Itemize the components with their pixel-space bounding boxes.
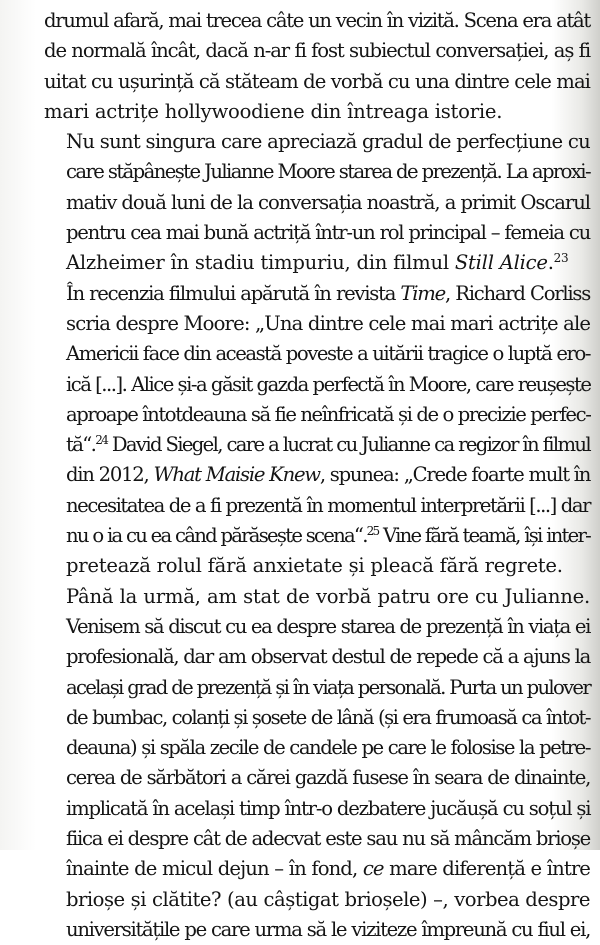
text-run: , Richard Corliss bbox=[444, 281, 591, 305]
text-run: pentru cea mai bună actriță într-un rol principal – femeia cu bbox=[66, 221, 590, 245]
text-line bbox=[44, 582, 590, 612]
text-line bbox=[44, 97, 590, 127]
text-run: drumul afară, mai trecea câte un vecin în vizită. Scena era atât bbox=[44, 9, 590, 32]
text-line bbox=[44, 460, 590, 490]
footnote-ref: 25 bbox=[366, 524, 379, 539]
text-line bbox=[44, 6, 590, 36]
text-run: uitat cu ușurință că stăteam de vorbă cu una dintre cele mai bbox=[44, 69, 590, 93]
text-line bbox=[44, 642, 590, 672]
text-line bbox=[44, 127, 590, 157]
text-line bbox=[44, 763, 590, 793]
text-run: aproape întotdeauna să fie neînfricată și de o precizie perfec- bbox=[66, 402, 591, 426]
text-run: același grad de prezență și în viața personală. Purta un pulover bbox=[66, 675, 590, 699]
text-line bbox=[44, 673, 590, 703]
text-run: deauna) și spăla zecile de candele pe care le folosise la petre- bbox=[66, 736, 590, 760]
paragraph bbox=[44, 582, 590, 945]
text-run: mare diferență e între bbox=[383, 857, 591, 881]
text-run: Americii face din această poveste a uitării tragice o luptă ero- bbox=[66, 342, 590, 366]
text-line bbox=[44, 67, 590, 97]
text-line bbox=[44, 370, 590, 400]
footnote-ref: 23 bbox=[553, 251, 569, 266]
text-run: scria despre Moore: „Una dintre cele mai mari actrițe ale bbox=[66, 311, 591, 335]
text-run: implicată în același timp într-o dezbatere jucăușă cu soțul și bbox=[66, 796, 591, 820]
text-line bbox=[44, 794, 590, 824]
text-line bbox=[44, 248, 590, 278]
italic-title: ce bbox=[362, 857, 384, 881]
text-run: Până la urmă, am stat de vorbă patru ore cu Julianne. bbox=[66, 584, 590, 608]
text-line bbox=[44, 157, 590, 187]
text-run: de bumbac, colanți și șosete de lână (și era frumoasă ca întot- bbox=[66, 705, 590, 729]
text-run: de normală încât, dacă n-ar fi fost subiectul conversației, aș fi bbox=[44, 39, 590, 63]
text-line bbox=[44, 430, 590, 460]
text-run: Vine fără teamă, își inter- bbox=[378, 524, 590, 548]
italic-title: Still Alice bbox=[454, 251, 548, 275]
text-run: din 2012, bbox=[66, 463, 154, 487]
text-run: pretează rolul fără anxietate și pleacă fără regrete. bbox=[66, 554, 563, 578]
text-run: brioșe și clătite? (au câștigat brioșele) –, vorbea despre bbox=[66, 887, 590, 911]
text-run: înainte de micul dejun – în fond, bbox=[66, 857, 363, 881]
text-run: ică [...]. Alice și-a găsit gazda perfectă în Moore, care reușește bbox=[66, 372, 591, 396]
text-line bbox=[44, 885, 590, 915]
text-line bbox=[44, 188, 590, 218]
text-run: profesională, dar am observat destul de repede că a ajuns la bbox=[66, 645, 590, 669]
text-run: . bbox=[547, 251, 554, 275]
text-line bbox=[44, 915, 590, 945]
text-line bbox=[44, 733, 590, 763]
text-run: Nu sunt singura care apreciază gradul de perfecțiune cu bbox=[66, 130, 590, 154]
text-run: mativ două luni de la conversația noastră, a primit Oscarul bbox=[66, 190, 590, 214]
footnote-ref: 24 bbox=[95, 433, 108, 448]
text-run: mari actrițe hollywoodiene din întreaga istorie. bbox=[44, 99, 503, 123]
text-line bbox=[44, 703, 590, 733]
paragraph bbox=[44, 127, 590, 278]
text-run: , spunea: „Crede foarte mult în bbox=[319, 463, 591, 487]
text-line bbox=[44, 551, 590, 581]
text-run: fiica ei despre cât de adecvat este sau nu să mâncăm brioșe bbox=[66, 827, 590, 851]
text-line bbox=[44, 521, 590, 551]
text-line bbox=[44, 400, 590, 430]
text-line bbox=[44, 279, 590, 309]
text-run: David Siegel, care a lucrat cu Julianne ca regizor în filmul bbox=[107, 433, 590, 457]
text-line bbox=[44, 218, 590, 248]
text-run: În recenzia filmului apărută în revista bbox=[66, 281, 401, 305]
text-line bbox=[44, 36, 590, 66]
text-run: nu o ia cu ea când părăsește scena“. bbox=[66, 524, 367, 548]
text-run: Alzheimer în stadiu timpuriu, din filmul bbox=[66, 251, 455, 275]
italic-title: What Maisie Knew bbox=[153, 463, 320, 487]
text-line bbox=[44, 612, 590, 642]
text-run: Venisem să discut cu ea despre starea de prezență în viața ei bbox=[66, 614, 590, 638]
text-run: cerea de sărbători a cărei gazdă fusese în seara de dinainte, bbox=[66, 766, 590, 790]
text-line bbox=[44, 309, 590, 339]
paragraph bbox=[44, 6, 590, 127]
paragraph bbox=[44, 279, 590, 582]
text-line bbox=[44, 854, 590, 884]
body-text bbox=[44, 6, 590, 945]
text-line bbox=[44, 491, 590, 521]
text-run: necesitatea de a fi prezentă în momentul interpretării [...] dar bbox=[66, 493, 590, 517]
text-run: care stăpânește Julianne Moore starea de prezență. La aproxi- bbox=[66, 160, 590, 184]
text-run: tă“. bbox=[66, 433, 96, 457]
text-run: universitățile pe care urma să le viziteze împreună cu fiul ei, bbox=[66, 917, 590, 941]
text-line bbox=[44, 339, 590, 369]
italic-title: Time bbox=[400, 281, 445, 305]
